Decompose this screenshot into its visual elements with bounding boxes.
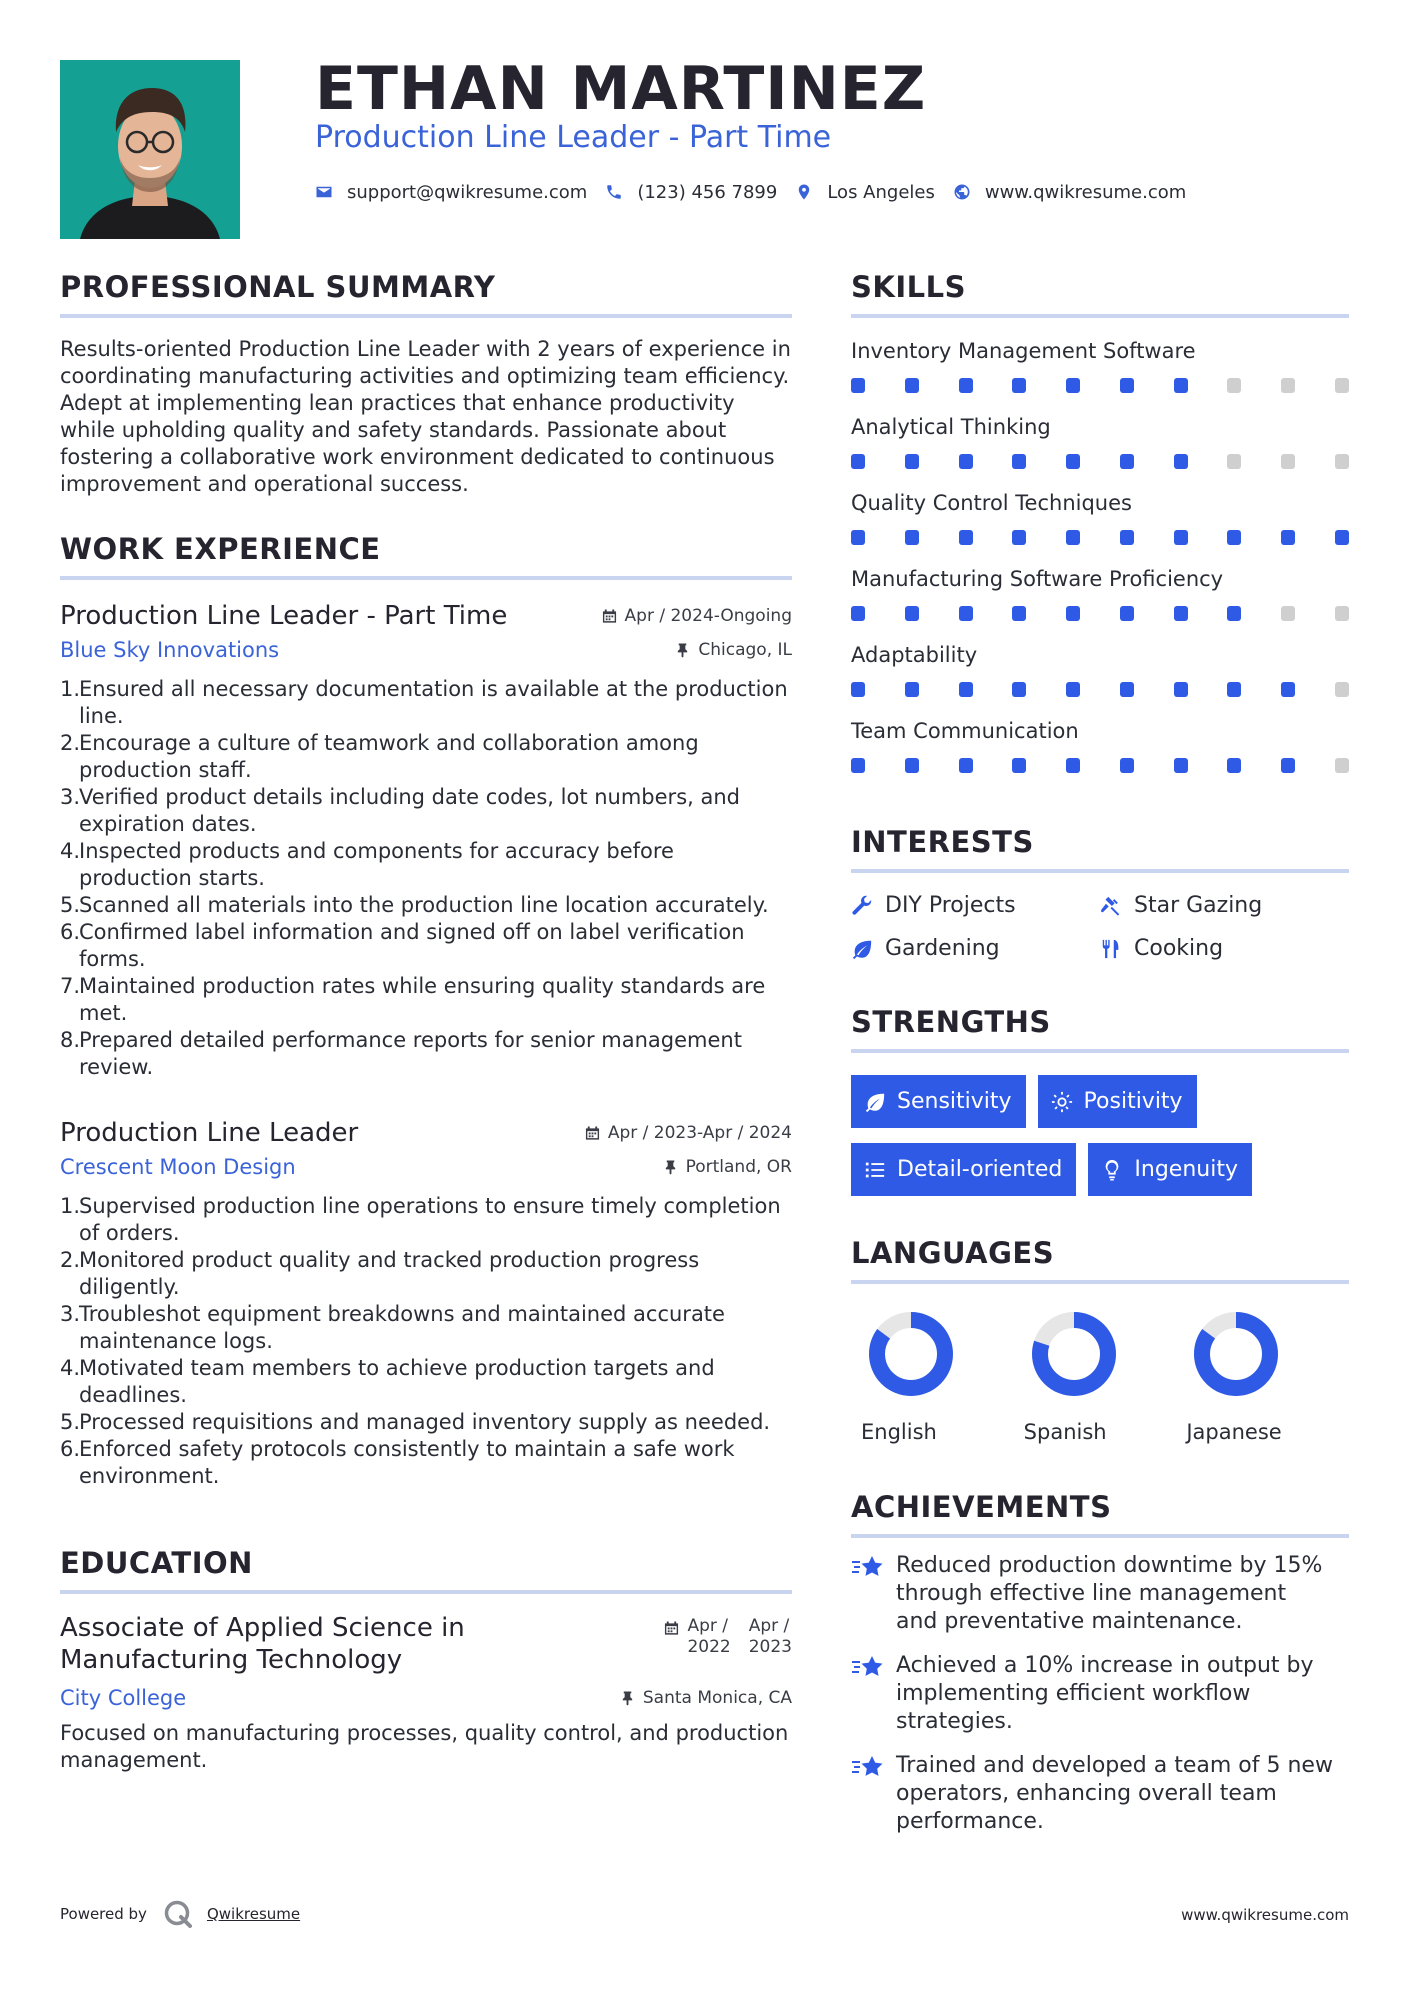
degree-line-2: Manufacturing Technology <box>60 1645 403 1675</box>
bullet-text: Encourage a culture of teamwork and collaboration among production staff. <box>79 731 699 782</box>
skill-dot-empty <box>1227 378 1241 393</box>
skill-dot-filled <box>1174 530 1188 545</box>
education-location <box>620 1688 792 1708</box>
achievement-list <box>851 1552 1349 1836</box>
skill-dot-filled <box>1120 758 1134 773</box>
language-name: English <box>861 1420 937 1444</box>
strength-label: Positivity <box>1083 1089 1183 1114</box>
skills-section <box>851 270 1349 773</box>
skill-dot-filled <box>1012 454 1026 469</box>
skill-name: Analytical Thinking <box>851 415 1051 439</box>
skill-item <box>851 336 1349 393</box>
bullet-number: 2. <box>60 731 81 755</box>
strength-badge <box>851 1075 1026 1128</box>
strength-badge <box>1088 1143 1252 1196</box>
achievement-line: through effective line management <box>896 1581 1287 1606</box>
strengths-section <box>851 1005 1349 1196</box>
skill-dot-filled <box>905 758 919 773</box>
skill-item <box>851 488 1349 545</box>
interest-label: Gardening <box>885 936 1000 961</box>
skill-dot-filled <box>1120 530 1134 545</box>
bullet-number: 6. <box>60 1437 81 1461</box>
company-name[interactable]: Blue Sky Innovations <box>60 638 280 662</box>
education-end-year: 2023 <box>748 1637 792 1657</box>
skill-dot-empty <box>1281 454 1295 469</box>
job-dates <box>602 606 792 626</box>
language-item <box>1024 1310 1187 1444</box>
education-start-year: 2022 <box>687 1637 731 1657</box>
skill-dot-empty <box>1335 606 1349 621</box>
school-name[interactable]: City College <box>60 1686 187 1710</box>
skill-dot-filled <box>905 606 919 621</box>
strength-badge <box>1038 1075 1197 1128</box>
job-bullet <box>60 892 792 919</box>
skill-item <box>851 412 1349 469</box>
interest-label: Cooking <box>1134 936 1224 961</box>
skill-dot-filled <box>1012 758 1026 773</box>
section-title-education: EDUCATION <box>60 1546 792 1594</box>
skill-dot-filled <box>1227 758 1241 773</box>
bullet-text: Monitored product quality and tracked production progress diligently. <box>79 1248 700 1299</box>
left-column <box>60 270 792 1774</box>
strength-badge <box>851 1143 1076 1196</box>
contact-location <box>795 182 935 203</box>
bullet-text: Confirmed label information and signed off on label verification forms. <box>79 920 745 971</box>
section-title-achievements: ACHIEVEMENTS <box>851 1490 1349 1538</box>
skill-name: Adaptability <box>851 643 978 667</box>
skill-dot-empty <box>1335 378 1349 393</box>
skill-dot-filled <box>1120 378 1134 393</box>
degree-line-1: Associate of Applied Science in <box>60 1613 465 1643</box>
gavel-icon <box>1100 895 1122 917</box>
skill-dot-filled <box>1281 758 1295 773</box>
section-title-interests: INTERESTS <box>851 825 1349 873</box>
bullet-text: Prepared detailed performance reports for senior management review. <box>79 1028 742 1079</box>
skill-dot-filled <box>1281 682 1295 697</box>
skill-dot-filled <box>1174 378 1188 393</box>
job-bullets <box>60 676 792 1081</box>
skill-dot-filled <box>1174 758 1188 773</box>
skill-level-dots <box>851 530 1349 545</box>
contact-email[interactable] <box>315 182 587 203</box>
bullet-text: Verified product details including date codes, lot numbers, and expiration dates. <box>79 785 740 836</box>
brand-link[interactable]: Qwikresume <box>206 1905 301 1923</box>
bullet-number: 2. <box>60 1248 81 1272</box>
leaf-icon <box>851 938 873 960</box>
contact-phone[interactable] <box>605 182 777 203</box>
skill-dot-filled <box>959 378 973 393</box>
skill-dot-filled <box>851 530 865 545</box>
job-dates-text: Apr / 2024-Ongoing <box>624 606 792 626</box>
calendar-icon <box>664 1620 679 1636</box>
skill-name: Manufacturing Software Proficiency <box>851 567 1224 591</box>
interest-item <box>851 936 1100 961</box>
summary-section <box>60 270 792 498</box>
skill-dot-filled <box>1066 682 1080 697</box>
strength-badges <box>851 1075 1349 1196</box>
phone-icon <box>605 183 623 201</box>
bullet-number: 1. <box>60 677 81 701</box>
job-dates <box>585 1123 792 1143</box>
bullet-text: Inspected products and components for accuracy before production starts. <box>79 839 674 890</box>
job-bullet <box>60 1355 792 1409</box>
skill-name: Quality Control Techniques <box>851 491 1132 515</box>
bullet-text: Scanned all materials into the production line location accurately. <box>79 893 769 917</box>
skill-dot-filled <box>905 378 919 393</box>
skill-dot-filled <box>1227 530 1241 545</box>
interest-label: DIY Projects <box>885 893 1016 918</box>
skill-dot-filled <box>851 606 865 621</box>
skill-dot-filled <box>851 454 865 469</box>
interest-item <box>1100 893 1349 918</box>
achievement-line: Reduced production downtime by 15% <box>896 1553 1323 1578</box>
education-section <box>60 1546 792 1774</box>
job-bullet <box>60 838 792 892</box>
bullet-text: Motivated team members to achieve production targets and deadlines. <box>79 1356 715 1407</box>
pin-icon <box>620 1690 635 1706</box>
skill-dot-filled <box>959 530 973 545</box>
skill-dot-filled <box>905 530 919 545</box>
bullet-text: Troubleshot equipment breakdowns and maintained accurate maintenance logs. <box>79 1302 725 1353</box>
education-end-month: Apr / <box>748 1616 790 1636</box>
star-icon <box>851 1654 885 1682</box>
job-title: Production Line Leader <box>60 1118 359 1148</box>
lightbulb-icon <box>1101 1159 1123 1181</box>
skill-dot-filled <box>1012 378 1026 393</box>
pin-icon <box>675 642 690 658</box>
interest-item <box>851 893 1100 918</box>
job-bullet <box>60 919 792 973</box>
bullet-number: 5. <box>60 1410 81 1434</box>
candidate-role: Production Line Leader - Part Time <box>315 120 832 155</box>
section-title-skills: SKILLS <box>851 270 1349 318</box>
bullet-text: Processed requisitions and managed inventory supply as needed. <box>79 1410 771 1434</box>
job-list <box>60 600 792 1490</box>
language-item <box>1186 1310 1349 1444</box>
envelope-icon <box>315 183 333 201</box>
qwikresume-logo-icon <box>163 1899 193 1929</box>
skill-dot-filled <box>851 378 865 393</box>
skill-dot-filled <box>1066 378 1080 393</box>
star-icon <box>851 1554 885 1582</box>
skill-dot-filled <box>851 758 865 773</box>
skill-dot-empty <box>1335 682 1349 697</box>
footer-powered-by <box>60 1899 300 1929</box>
achievements-section <box>851 1490 1349 1836</box>
skill-dot-empty <box>1335 454 1349 469</box>
bullet-text: Supervised production line operations to ensure timely completion of orders. <box>79 1194 781 1245</box>
section-title-strengths: STRENGTHS <box>851 1005 1349 1053</box>
achievement-item <box>851 1752 1349 1836</box>
email-text: support@qwikresume.com <box>347 181 588 203</box>
skill-level-dots <box>851 606 1349 621</box>
education-school-row <box>60 1686 792 1710</box>
job-bullet <box>60 784 792 838</box>
skill-dot-filled <box>1120 606 1134 621</box>
bullet-number: 7. <box>60 974 81 998</box>
achievement-line: operators, enhancing overall team <box>896 1781 1277 1806</box>
skill-item <box>851 640 1349 697</box>
bullet-number: 1. <box>60 1194 81 1218</box>
bullet-number: 8. <box>60 1028 81 1052</box>
skill-dot-filled <box>1174 454 1188 469</box>
achievement-line: strategies. <box>896 1709 1013 1734</box>
job-location-text: Portland, OR <box>685 1157 792 1177</box>
location-text: Los Angeles <box>827 181 935 203</box>
job-head <box>60 1117 792 1149</box>
language-name: Spanish <box>1023 1420 1107 1444</box>
job-bullet <box>60 676 792 730</box>
achievement-text <box>896 1652 1314 1736</box>
education-description: Focused on manufacturing processes, quality control, and production management. <box>60 1721 789 1772</box>
sun-icon <box>1051 1091 1073 1113</box>
company-name[interactable]: Crescent Moon Design <box>60 1155 296 1179</box>
interest-grid <box>851 893 1349 961</box>
skill-dot-filled <box>1335 530 1349 545</box>
skill-dot-empty <box>1281 606 1295 621</box>
skill-dot-filled <box>1012 606 1026 621</box>
skill-dot-filled <box>1066 758 1080 773</box>
degree-title <box>60 1612 465 1676</box>
skill-dot-empty <box>1281 378 1295 393</box>
section-title-summary: PROFESSIONAL SUMMARY <box>60 270 792 318</box>
achievement-text <box>896 1552 1322 1636</box>
job-bullet <box>60 973 792 1027</box>
skill-dot-filled <box>959 606 973 621</box>
skill-dot-filled <box>1174 606 1188 621</box>
contact-row <box>315 178 1204 206</box>
job-bullet <box>60 1436 792 1490</box>
education-end <box>749 1616 792 1658</box>
skill-dot-empty <box>1227 454 1241 469</box>
languages-section <box>851 1236 1349 1444</box>
bullet-text: Ensured all necessary documentation is available at the production line. <box>79 677 788 728</box>
calendar-icon <box>602 608 617 624</box>
skill-level-dots <box>851 378 1349 393</box>
language-level-ring <box>1030 1310 1118 1398</box>
skill-level-dots <box>851 758 1349 773</box>
skill-name: Team Communication <box>851 719 1079 743</box>
skill-dot-filled <box>1066 454 1080 469</box>
job-bullet <box>60 1247 792 1301</box>
skill-dot-filled <box>851 682 865 697</box>
skill-item <box>851 564 1349 621</box>
skill-dot-filled <box>905 682 919 697</box>
language-level-ring <box>867 1310 955 1398</box>
skill-level-dots <box>851 682 1349 697</box>
skill-dot-filled <box>1066 606 1080 621</box>
summary-text: Results-oriented Production Line Leader with 2 years of experience in coordinating manufacturing activities and optimizing team efficiency. Adept at implementing lean practices that enhance productivity while upholding quality and safety standards. Passionate about fostering a collaborative work environment dedicated to continuous improvement and operational success. <box>60 337 791 496</box>
achievement-line: performance. <box>896 1809 1044 1834</box>
bullet-number: 3. <box>60 1302 81 1326</box>
skill-dot-filled <box>1120 454 1134 469</box>
website-text: www.qwikresume.com <box>984 181 1187 203</box>
phone-text: (123) 456 7899 <box>637 181 778 203</box>
strength-label: Ingenuity <box>1134 1157 1238 1182</box>
education-head <box>60 1612 792 1676</box>
wrench-icon <box>851 895 873 917</box>
achievement-line: and preventative maintenance. <box>896 1609 1243 1634</box>
achievement-item <box>851 1552 1349 1636</box>
education-start-month: Apr / <box>687 1616 729 1636</box>
skill-dot-filled <box>959 758 973 773</box>
interest-label: Star Gazing <box>1134 893 1263 918</box>
powered-by-label: Powered by <box>60 1905 147 1923</box>
language-level-ring <box>1192 1310 1280 1398</box>
skill-dot-filled <box>1227 606 1241 621</box>
skill-dot-filled <box>1120 682 1134 697</box>
skill-dot-filled <box>1174 682 1188 697</box>
job-location <box>663 1157 792 1177</box>
skill-dot-filled <box>1227 682 1241 697</box>
skill-dot-filled <box>959 682 973 697</box>
star-icon <box>851 1754 885 1782</box>
achievement-icon-wrap <box>851 1652 896 1736</box>
section-title-languages: LANGUAGES <box>851 1236 1349 1284</box>
right-column <box>851 270 1349 1836</box>
achievement-line: implementing efficient workflow <box>896 1681 1251 1706</box>
education-location-text: Santa Monica, CA <box>642 1688 792 1708</box>
skill-dot-filled <box>959 454 973 469</box>
bullet-text: Enforced safety protocols consistently to maintain a safe work environment. <box>79 1437 735 1488</box>
achievement-text <box>896 1752 1333 1836</box>
education-start <box>687 1616 730 1658</box>
achievement-icon-wrap <box>851 1752 896 1836</box>
skill-name: Inventory Management Software <box>851 339 1196 363</box>
job-bullet <box>60 1193 792 1247</box>
interests-section <box>851 825 1349 961</box>
language-name: Japanese <box>1186 1420 1282 1444</box>
skill-dot-filled <box>905 454 919 469</box>
bullet-number: 5. <box>60 893 81 917</box>
job-location-text: Chicago, IL <box>698 640 792 660</box>
job-bullet <box>60 1027 792 1081</box>
language-item <box>861 1310 1024 1444</box>
experience-section <box>60 532 792 1490</box>
skill-item <box>851 716 1349 773</box>
interest-item <box>1100 936 1349 961</box>
calendar-icon <box>585 1125 600 1141</box>
contact-website[interactable] <box>953 182 1186 203</box>
job-dates-text: Apr / 2023-Apr / 2024 <box>607 1123 792 1143</box>
portrait-image <box>60 60 240 239</box>
job-entry <box>60 600 792 1081</box>
achievement-item <box>851 1652 1349 1736</box>
skill-dot-filled <box>1281 530 1295 545</box>
job-bullet <box>60 1409 792 1436</box>
footer-website[interactable]: www.qwikresume.com <box>1181 1906 1349 1924</box>
skill-dot-filled <box>1012 682 1026 697</box>
bullet-number: 3. <box>60 785 81 809</box>
skill-level-dots <box>851 454 1349 469</box>
map-pin-icon <box>795 183 813 201</box>
job-location <box>675 640 792 660</box>
achievement-line: Trained and developed a team of 5 new <box>896 1753 1333 1778</box>
candidate-name: ETHAN MARTINEZ <box>315 54 927 124</box>
leaf-icon <box>864 1091 886 1113</box>
job-title: Production Line Leader - Part Time <box>60 601 508 631</box>
bullet-number: 4. <box>60 839 81 863</box>
skill-dot-filled <box>1012 530 1026 545</box>
skill-list <box>851 336 1349 773</box>
utensils-icon <box>1100 938 1122 960</box>
section-title-experience: WORK EXPERIENCE <box>60 532 792 580</box>
job-entry <box>60 1117 792 1490</box>
job-company-row <box>60 1155 792 1179</box>
bullet-number: 6. <box>60 920 81 944</box>
globe-icon <box>953 183 971 201</box>
pin-icon <box>663 1159 678 1175</box>
language-list <box>851 1310 1349 1444</box>
bullet-text: Maintained production rates while ensuring quality standards are met. <box>79 974 766 1025</box>
skill-dot-empty <box>1335 758 1349 773</box>
job-company-row <box>60 638 792 662</box>
job-bullet <box>60 1301 792 1355</box>
bullet-number: 4. <box>60 1356 81 1380</box>
profile-photo <box>60 60 240 239</box>
skill-dot-filled <box>1066 530 1080 545</box>
job-head <box>60 600 792 632</box>
job-bullets <box>60 1193 792 1490</box>
strength-label: Sensitivity <box>897 1089 1012 1114</box>
achievement-icon-wrap <box>851 1552 896 1636</box>
job-bullet <box>60 730 792 784</box>
achievement-line: Achieved a 10% increase in output by <box>896 1653 1314 1678</box>
list-icon <box>864 1159 886 1181</box>
education-dates <box>664 1616 792 1658</box>
strength-label: Detail-oriented <box>897 1157 1063 1182</box>
